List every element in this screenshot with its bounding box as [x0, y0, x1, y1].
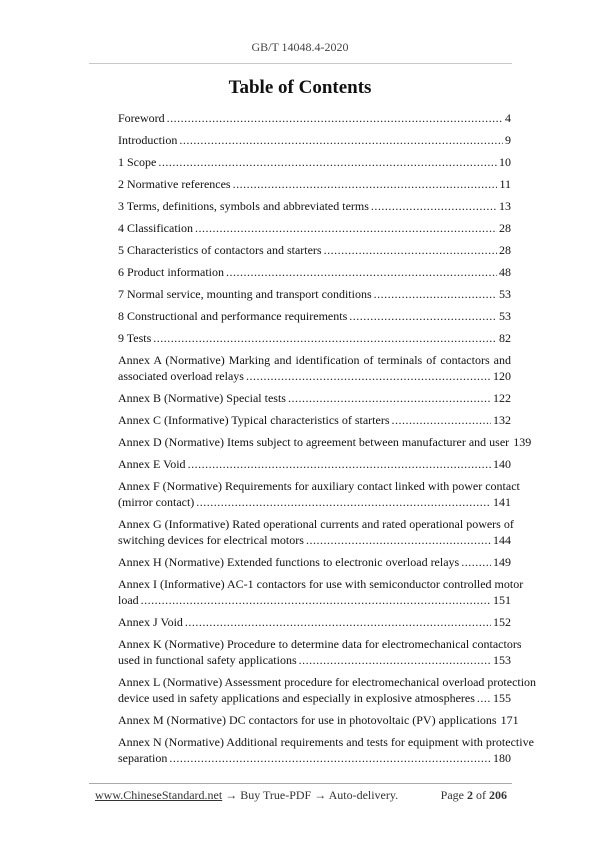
page-footer	[95, 788, 507, 803]
toc-entry-page: 132	[493, 413, 511, 427]
leader-dots	[233, 176, 498, 192]
toc-entry[interactable]	[118, 308, 511, 324]
toc-entry[interactable]	[118, 198, 511, 214]
toc-entry-title: Annex F (Normative) Requirements for auxiliary contact linked with power contact	[118, 479, 520, 493]
toc-entry-title: 3 Terms, definitions, symbols and abbreviated terms	[118, 199, 369, 213]
leader-dots	[167, 110, 503, 126]
toc-entry-page: 120	[493, 369, 511, 383]
leader-dots	[141, 592, 491, 608]
toc-entry-title: Annex L (Normative) Assessment procedure for electromechanical overload protection	[118, 675, 537, 689]
toc-entry-page: 180	[493, 751, 511, 765]
leader-dots	[306, 532, 491, 548]
leader-dots	[226, 264, 497, 280]
leader-dots	[392, 412, 492, 428]
toc-entry-title: Annex I (Informative) AC-1 contactors for use with semiconductor controlled motor	[118, 577, 524, 591]
leader-dots	[195, 220, 497, 236]
toc-entry-title: used in functional safety applications	[118, 653, 297, 667]
toc-entry-title: Annex G (Informative) Rated operational currents and rated operational powers of	[118, 517, 514, 531]
toc-entry[interactable]	[118, 554, 511, 570]
toc-entry[interactable]	[118, 110, 511, 126]
toc-entry-title: 7 Normal service, mounting and transport conditions	[118, 287, 372, 301]
of-label: of	[476, 788, 486, 802]
toc-entry[interactable]	[118, 576, 524, 608]
toc-entry-page: 48	[499, 265, 511, 279]
toc-entry-page: 11	[499, 177, 511, 191]
toc-entry-title: switching devices for electrical motors	[118, 533, 304, 547]
toc-entry[interactable]	[118, 614, 511, 630]
toc-entry-page: 152	[493, 615, 511, 629]
toc-entry[interactable]	[118, 330, 511, 346]
leader-dots	[374, 286, 497, 302]
toc-entry-page: 53	[499, 287, 511, 301]
leader-dots	[179, 132, 503, 148]
toc-entry-title: (mirror contact)	[118, 495, 195, 509]
toc-entry-title: 4 Classification	[118, 221, 193, 235]
toc-entry-title: separation	[118, 751, 168, 765]
leader-dots	[246, 368, 491, 384]
toc-entry-title: 6 Product information	[118, 265, 224, 279]
toc-entry[interactable]	[118, 674, 537, 706]
toc-entry-page: 144	[493, 533, 511, 547]
toc-entry[interactable]	[118, 154, 511, 170]
toc-entry[interactable]	[118, 264, 511, 280]
toc-entry-page: 10	[499, 155, 511, 169]
toc-entry[interactable]	[118, 242, 511, 258]
toc-entry-page: 155	[493, 691, 511, 705]
toc-entry-title: Annex J Void	[118, 615, 183, 629]
toc-entry-page: 149	[493, 555, 511, 569]
table-of-contents	[118, 110, 537, 772]
website-link[interactable]: www.ChineseStandard.net	[95, 788, 223, 802]
leader-dots	[477, 690, 491, 706]
page-label: Page	[440, 788, 464, 802]
toc-entry-page: 139	[513, 435, 532, 449]
toc-entry-title: 2 Normative references	[118, 177, 231, 191]
toc-entry-title: Annex E Void	[118, 457, 186, 471]
toc-entry-page: 141	[493, 495, 511, 509]
footer-divider	[89, 783, 512, 784]
page-indicator	[441, 788, 507, 803]
leader-dots	[169, 750, 491, 766]
page-title: Table of Contents	[228, 77, 372, 98]
footer-tagline: → Buy True-PDF → Auto-delivery.	[222, 788, 399, 802]
leader-dots	[196, 494, 491, 510]
toc-entry-page: 153	[493, 653, 511, 667]
toc-entry[interactable]	[118, 390, 511, 406]
leader-dots	[299, 652, 491, 668]
toc-entry-title: Annex N (Normative) Additional requirements and tests for equipment with protective	[118, 735, 534, 749]
leader-dots	[461, 554, 491, 570]
leader-dots	[158, 154, 497, 170]
toc-entry-title: 5 Characteristics of contactors and starters	[118, 243, 322, 257]
toc-entry-title: Annex M (Normative) DC contactors for use in photovoltaic (PV) applications	[118, 713, 497, 727]
toc-entry-page: 13	[499, 199, 511, 213]
toc-entry-title: Introduction	[118, 133, 178, 147]
toc-entry-title: 9 Tests	[118, 331, 152, 345]
toc-entry-title: device used in safety applications and especially in explosive atmospheres	[118, 691, 475, 705]
toc-entry-page: 151	[493, 593, 511, 607]
toc-entry-page: 28	[499, 243, 511, 257]
leader-dots	[371, 198, 497, 214]
toc-entry[interactable]	[118, 478, 520, 510]
toc-entry-page: 171	[500, 713, 519, 727]
toc-entry-page: 53	[499, 309, 511, 323]
leader-dots	[188, 456, 491, 472]
toc-entry-title: load	[118, 593, 139, 607]
leader-dots	[349, 308, 497, 324]
leader-dots	[185, 614, 491, 630]
leader-dots	[153, 330, 497, 346]
toc-entry-title: 1 Scope	[118, 155, 157, 169]
toc-entry-title: Annex H (Normative) Extended functions to electronic overload relays	[118, 555, 460, 569]
toc-entry[interactable]	[118, 412, 511, 428]
toc-entry-page: 140	[493, 457, 511, 471]
leader-dots	[288, 390, 491, 406]
current-page: 2	[467, 788, 473, 802]
toc-entry[interactable]	[118, 734, 534, 766]
toc-entry-page: 9	[505, 133, 511, 147]
toc-entry-page: 4	[505, 111, 511, 125]
toc-entry[interactable]	[118, 456, 511, 472]
toc-entry-title: Annex K (Normative) Procedure to determine data for electromechanical contactors	[118, 637, 522, 651]
toc-entry-title: Annex B (Normative) Special tests	[118, 391, 286, 405]
toc-entry-title: 8 Constructional and performance requirements	[118, 309, 348, 323]
toc-entry[interactable]	[118, 352, 511, 384]
toc-entry-page: 82	[499, 331, 511, 345]
toc-entry[interactable]	[118, 132, 511, 148]
toc-entry-title: Annex C (Informative) Typical characteristics of starters	[118, 413, 390, 427]
document-header: GB/T 14048.4-2020	[251, 40, 349, 54]
toc-entry-title: associated overload relays	[118, 369, 244, 383]
header-divider	[89, 63, 512, 64]
toc-entry[interactable]	[118, 176, 511, 192]
toc-entry[interactable]	[118, 712, 519, 728]
toc-entry[interactable]	[118, 286, 511, 302]
total-pages: 206	[489, 788, 507, 802]
toc-entry[interactable]	[118, 636, 522, 668]
toc-entry-page: 122	[493, 391, 511, 405]
toc-entry-title: Annex A (Normative) Marking and identification of terminals of contactors and	[118, 353, 511, 367]
toc-entry[interactable]	[118, 434, 532, 450]
toc-entry-title: Foreword	[118, 111, 165, 125]
toc-entry-page: 28	[499, 221, 511, 235]
footer-promo	[95, 788, 398, 803]
toc-entry-title: Annex D (Normative) Items subject to agreement between manufacturer and user	[118, 435, 510, 449]
leader-dots	[324, 242, 497, 258]
toc-entry[interactable]	[118, 220, 511, 236]
toc-entry[interactable]	[118, 516, 514, 548]
